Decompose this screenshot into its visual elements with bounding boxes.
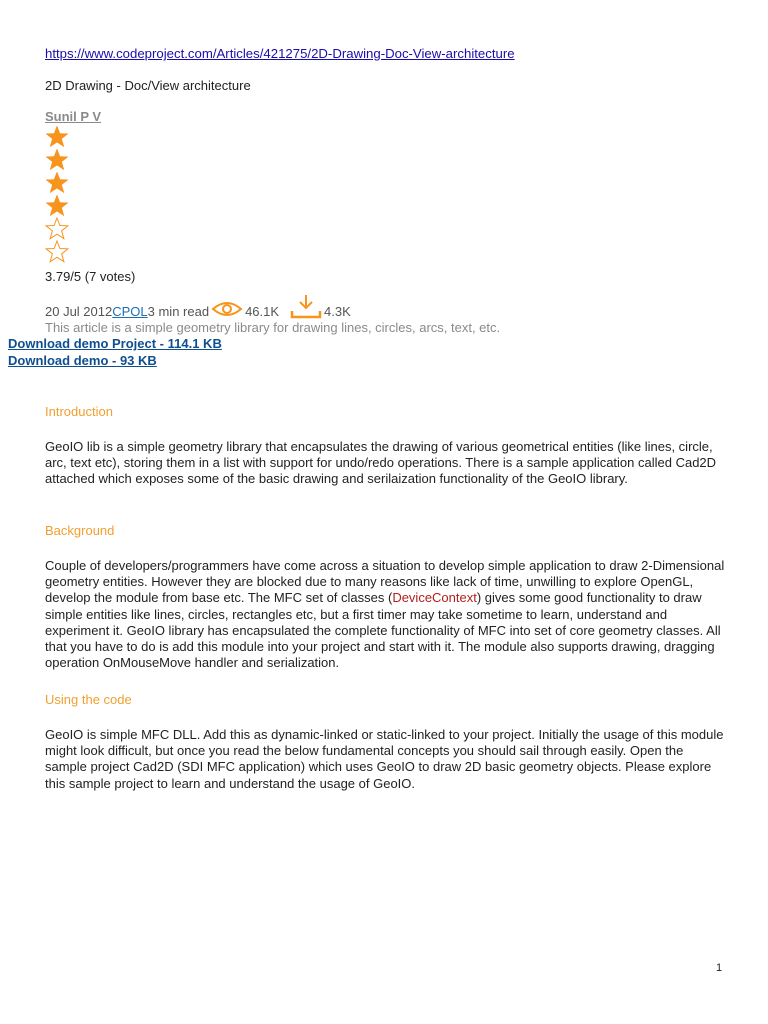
section-body-introduction: GeoIO lib is a simple geometry library that encapsulates the drawing of various geometrical entities (like lines, circle, arc, text etc), storing them in a list with support for undo/redo operations. There is a sample application called Cad2D attached which exposes some of the basic drawing and serilaization functionality of the GeoIO library. <box>45 439 717 487</box>
page-number: 1 <box>716 962 723 974</box>
star-filled-icon <box>45 148 69 171</box>
rating-stars <box>45 125 71 263</box>
article-url-link[interactable]: https://www.codeproject.com/Articles/421275/2D-Drawing-Doc-View-architecture <box>45 46 515 61</box>
download-icon <box>289 293 323 319</box>
views-count: 46.1K <box>245 304 280 319</box>
article-summary: This article is a simple geometry library for drawing lines, circles, arcs, text, etc. <box>45 320 501 335</box>
download-demo-project-link[interactable]: Download demo Project - 114.1 KB <box>8 336 222 351</box>
background-text-part2: ) gives some good functionality to draw simple entities like lines, circles, rectangles etc, but a first timer may take sometime to learn, understand and experiment it. GeoIO library has encapsulated the complete functionality of MFC into set of core geometry classes. All that you have to do is add this module into your project and start with it. The module also supports drawing, dragging operation OnMouseMove handler and serialization. <box>45 590 721 671</box>
section-body-background <box>45 558 725 671</box>
rating-text: 3.79/5 (7 votes) <box>45 269 136 284</box>
star-empty-icon <box>45 217 69 240</box>
author-link[interactable]: Sunil P V <box>45 109 102 124</box>
star-empty-icon <box>45 240 69 263</box>
background-text-part1: Couple of developers/programmers have come across a situation to develop simple application to draw 2-Dimensional geometry entities. However they are blocked due to many reasons like lack of time, unwilling to explore OpenGL, develop the module from base etc. The MFC set of classes ( <box>45 558 725 606</box>
downloads-count: 4.3K <box>324 304 351 319</box>
article-date: 20 Jul 2012 <box>45 304 113 319</box>
eye-icon <box>211 299 243 319</box>
download-demo-link[interactable]: Download demo - 93 KB <box>8 353 157 368</box>
article-title: 2D Drawing - Doc/View architecture <box>45 78 251 93</box>
section-heading-background: Background <box>45 523 115 538</box>
section-heading-using-the-code: Using the code <box>45 692 132 707</box>
star-filled-icon <box>45 125 69 148</box>
read-time: 3 min read <box>147 304 210 319</box>
star-filled-icon <box>45 194 69 217</box>
star-filled-icon <box>45 171 69 194</box>
section-heading-introduction: Introduction <box>45 404 113 419</box>
code-term-devicecontext: DeviceContext <box>392 590 477 606</box>
license-link[interactable]: CPOL <box>112 304 148 319</box>
article-meta <box>45 303 351 319</box>
section-body-using-the-code: GeoIO is simple MFC DLL. Add this as dynamic-linked or static-linked to your project. Initially the usage of this module might look difficult, but once you read the below fundamental concepts you should sail through easily. Open the sample project Cad2D (SDI MFC application) which uses GeoIO to draw 2D basic geometry objects. Please explore this sample project to learn and understand the usage of GeoIO. <box>45 727 724 791</box>
